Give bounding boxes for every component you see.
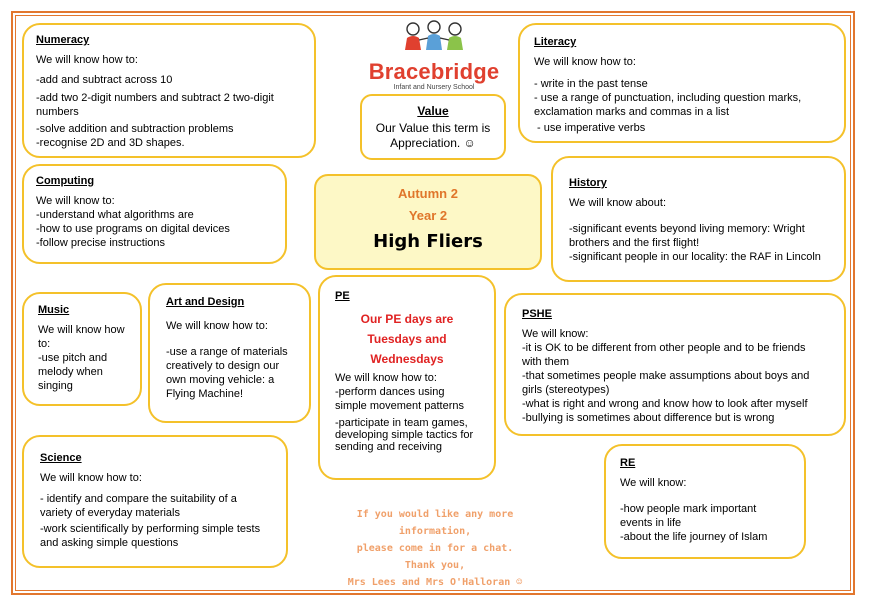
list-item: - write in the past tense: [534, 78, 648, 90]
list-item: -how to use programs on digital devices: [36, 223, 230, 235]
art-intro: We will know how to:: [166, 320, 268, 332]
literacy-box: [518, 23, 846, 143]
pshe-box: [504, 293, 846, 436]
school-logo: [364, 20, 504, 91]
contact-line-3: Thank you,: [404, 560, 466, 571]
science-title: Science: [40, 452, 82, 464]
pe-days: [335, 309, 479, 369]
history-box: [551, 156, 846, 282]
pe-title: PE: [335, 290, 350, 302]
list-item: -solve addition and subtraction problems: [36, 123, 234, 135]
list-item: -use pitch and melody when singing: [38, 352, 108, 392]
list-item: -participate in team games, developing simple tactics for sending and receiving: [335, 417, 474, 453]
list-item: -use a range of materials creatively to design our own moving vehicle: a Flying Machine!: [166, 346, 288, 400]
list-item: -perform dances using simple movement patterns: [335, 386, 464, 412]
list-item: -how people mark important events in life: [620, 503, 757, 529]
re-intro: We will know:: [620, 477, 687, 489]
list-item: -work scientifically by performing simple tests and asking simple questions: [40, 523, 261, 549]
computing-intro: We will know to:: [36, 195, 115, 207]
class-name: High Fliers: [373, 231, 483, 252]
list-item: -follow precise instructions: [36, 237, 165, 249]
value-title: Value: [417, 104, 449, 118]
re-title: RE: [620, 457, 636, 469]
literacy-intro: We will know how to:: [534, 56, 636, 68]
list-item: - use imperative verbs: [537, 122, 646, 134]
list-item: -it is OK to be different from other people and to be friends with them: [522, 342, 806, 368]
list-item: -add and subtract across 10: [36, 74, 173, 86]
art-title: Art and Design: [166, 296, 245, 308]
list-item: - identify and compare the suitability of a variety of everyday materials: [40, 493, 237, 519]
music-title: Music: [38, 304, 70, 316]
pshe-intro: We will know:: [522, 328, 589, 340]
school-name: Bracebridge: [368, 59, 500, 84]
list-item: -bullying is sometimes about difference but is wrong: [522, 412, 775, 424]
numeracy-intro: We will know how to:: [36, 54, 138, 66]
list-item: -what is right and wrong and know how to look after myself: [522, 398, 808, 410]
list-item: -about the life journey of Islam: [620, 531, 768, 543]
numeracy-box: [22, 23, 316, 158]
science-box: [22, 435, 288, 568]
music-intro: We will know how to:: [38, 324, 125, 350]
contact-line-1: If you would like any more information,: [356, 509, 514, 537]
numeracy-title: Numeracy: [36, 34, 90, 46]
contact-line-4: Mrs Lees and Mrs O'Halloran ☺: [347, 577, 523, 588]
children-illustration-icon: [399, 20, 469, 56]
music-box: [22, 292, 142, 406]
pshe-title: PSHE: [522, 308, 552, 320]
class-title-box: [314, 174, 542, 270]
history-intro: We will know about:: [569, 197, 667, 209]
term-label: Autumn 2: [398, 186, 458, 201]
list-item: -understand what algorithms are: [36, 209, 194, 221]
list-item: -that sometimes people make assumptions about boys and girls (stereotypes): [522, 370, 810, 396]
value-text: Our Value this term is Appreciation. ☺: [375, 121, 491, 150]
computing-title: Computing: [36, 175, 95, 187]
re-box: [604, 444, 806, 559]
pe-days-line-2: Tuesdays and: [367, 332, 447, 346]
history-title: History: [569, 177, 607, 189]
list-item: -significant events beyond living memory: Wright brothers and the first flight!: [569, 223, 805, 249]
literacy-title: Literacy: [534, 36, 577, 48]
value-box: [360, 94, 506, 160]
list-item: -recognise 2D and 3D shapes.: [36, 137, 185, 149]
year-label: Year 2: [408, 208, 448, 223]
list-item: -add two 2-digit numbers and subtract 2 two-digit numbers: [36, 92, 274, 118]
art-box: [148, 283, 311, 423]
contact-line-2: please come in for a chat.: [356, 543, 514, 554]
school-subtitle: Infant and Nursery School: [393, 84, 475, 91]
contact-message: [318, 506, 552, 591]
computing-box: [22, 164, 287, 264]
science-intro: We will know how to:: [40, 472, 142, 484]
list-item: - use a range of punctuation, including question marks, exclamation marks and commas in a list: [534, 92, 802, 118]
pe-intro: We will know how to:: [335, 372, 437, 384]
pe-days-line-3: Wednesdays: [370, 352, 444, 366]
list-item: -significant people in our locality: the RAF in Lincoln: [569, 251, 821, 263]
pe-days-line-1: Our PE days are: [360, 312, 454, 326]
pe-box: [318, 275, 496, 480]
